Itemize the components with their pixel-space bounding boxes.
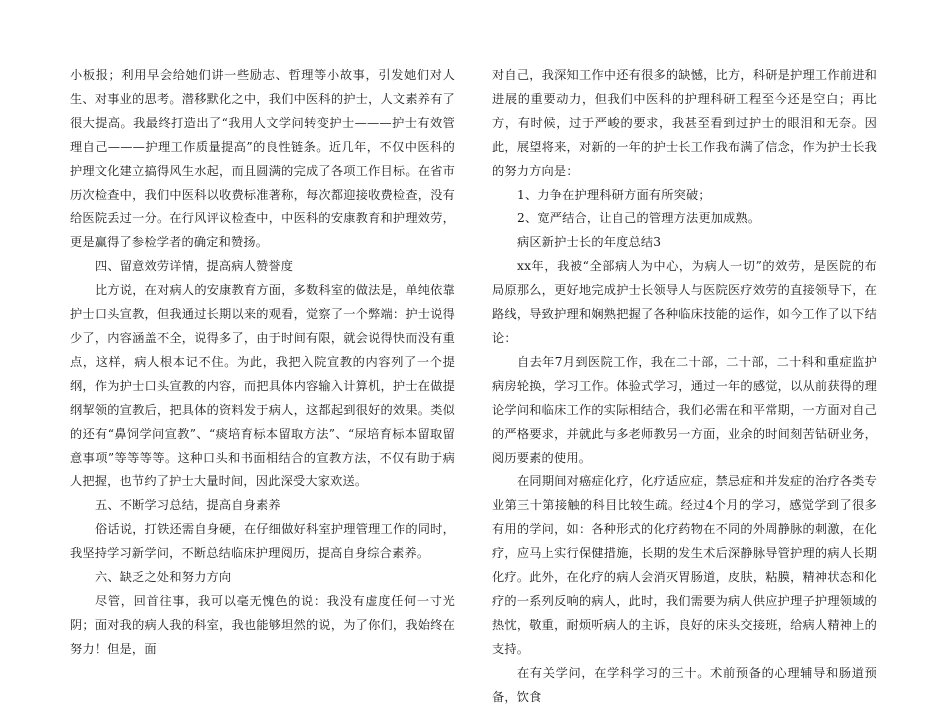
paragraph: 尽管，回首往事，我可以毫无愧色的说：我没有虚度任何一寸光阴；面对我的病人我的科室，我也能够坦然的说，为了你们，我始终在努力！但是，面 [70, 593, 455, 656]
section-heading: 四、留意效劳详情，提高病人赞誉度 [95, 259, 294, 274]
paragraph: 比方说，在对病人的安康教育方面，多数科室的做法是，单纯依靠护士口头宣教，但我通过长期以来的观看，觉察了一个弊端：护士说得少了，内容涵盖不全，说得多了，由于时间有限，就会说得快而没有重点，这样，病人根本记不住。为此，我把入院宣教的内容列了一个提纲，作为护士口头宣教的内容，而把具体内容输入计算机，护士在做提纲挈领的宣教后，把具体的资料发于病人，这都起到很好的效果。类似的还有“鼻饲学问宣教”、“痰培育标本留取方法”、“尿培育标本留取留意事项”等等等等。这种口头和书面相结合的宣教方法，不仅有助于病人把握，也节约了护士大量时间，因此深受大家欢送。 [70, 283, 455, 489]
paragraph: 在有关学问，在学科学习的三十。术前预备的心理辅导和肠道预备，饮食 [492, 665, 877, 704]
paragraph: xx年，我被“全部病人为中心，为病人一切”的效劳，是医院的布局原那么，更好地完成护士长领导人与医院医疗效劳的直接领导下，在路线，导致护理和娴熟把握了各种临床技能的运作，如今工作了以下结论： [492, 259, 877, 345]
section-heading: 病区新护士长的年度总结3 [517, 235, 662, 250]
section-heading: 六、缺乏之处和努力方向 [95, 570, 232, 585]
paragraph: 自去年7月到医院工作，我在二十部，二十部，二十科和重症监护病房轮换，学习工作。体验式学习，通过一年的感觉，以从前获得的理论学问和临床工作的实际相结合，我们必需在和平常期，一方面对自己的严格要求，并就此与多老师教另一方面，业余的时间刻苦钻研业务，阅历要素的使用。 [492, 354, 877, 465]
list-item: 1、力争在护理科研方面有所突破； [517, 187, 711, 202]
paragraph: 在同期间对癌症化疗，化疗适应症，禁忌症和并发症的治疗各类专业第三十第接触的科目比较生疏。经过4个月的学习，感觉学到了很多有用的学问，如：各种形式的化疗药物在不同的外周静脉的刺激，在化疗，应马上实行保健措施，长期的发生术后深静脉导管护理的病人长期化疗。此外，在化疗的病人会消灭胃肠道，皮肤，粘膜，精神状态和化疗的一系列反响的病人，此时，我们需要为病人供应护理子护理领域的热忱，敬重，耐烦听病人的主诉，良好的床头交接班，给病人精神上的支持。 [492, 474, 877, 656]
left-column [70, 64, 455, 662]
section-heading: 五、不断学习总结，提高自身素养 [95, 498, 281, 513]
paragraph: 小板报；利用早会给她们讲一些励志、哲理等小故事，引发她们对人生、对事业的思考。潜移默化之中，我们中医科的护士，人文素养有了很大提高。我最终打造出了“我用人文学问转变护士———护士有效管理自己———护理工作质量提高”的良性链条。近几年，不仅中医科的护理文化建立搞得风生水起，而且圆满的完成了各项工作目标。在省市历次检查中，我们中医科以收费标准著称，每次都迎接收费检查，没有给医院丢过一分。在行风评议检查中，中医科的安康教育和护理效劳，更是赢得了参检学者的确定和赞扬。 [70, 68, 455, 250]
paragraph: 俗话说，打铁还需自身硬，在仔细做好科室护理管理工作的同时，我坚持学习新学问，不断总结临床护理阅历，提高自身综合素养。 [70, 522, 455, 561]
paragraph: 对自己，我深知工作中还有很多的缺憾，比方，科研是护理工作前进和进展的重要动力，但我们中医科的护理科研工程至今还是空白；再比方，有时候，过于严峻的要求，我甚至看到过护士的眼泪和无奈。因此，展望将来，对新的一年的护士长工作我布满了信念，作为护士长我的努力方向是： [492, 68, 877, 178]
right-column [492, 64, 877, 709]
list-item: 2、宽严结合，让自己的管理方法更加成熟。 [517, 211, 761, 226]
